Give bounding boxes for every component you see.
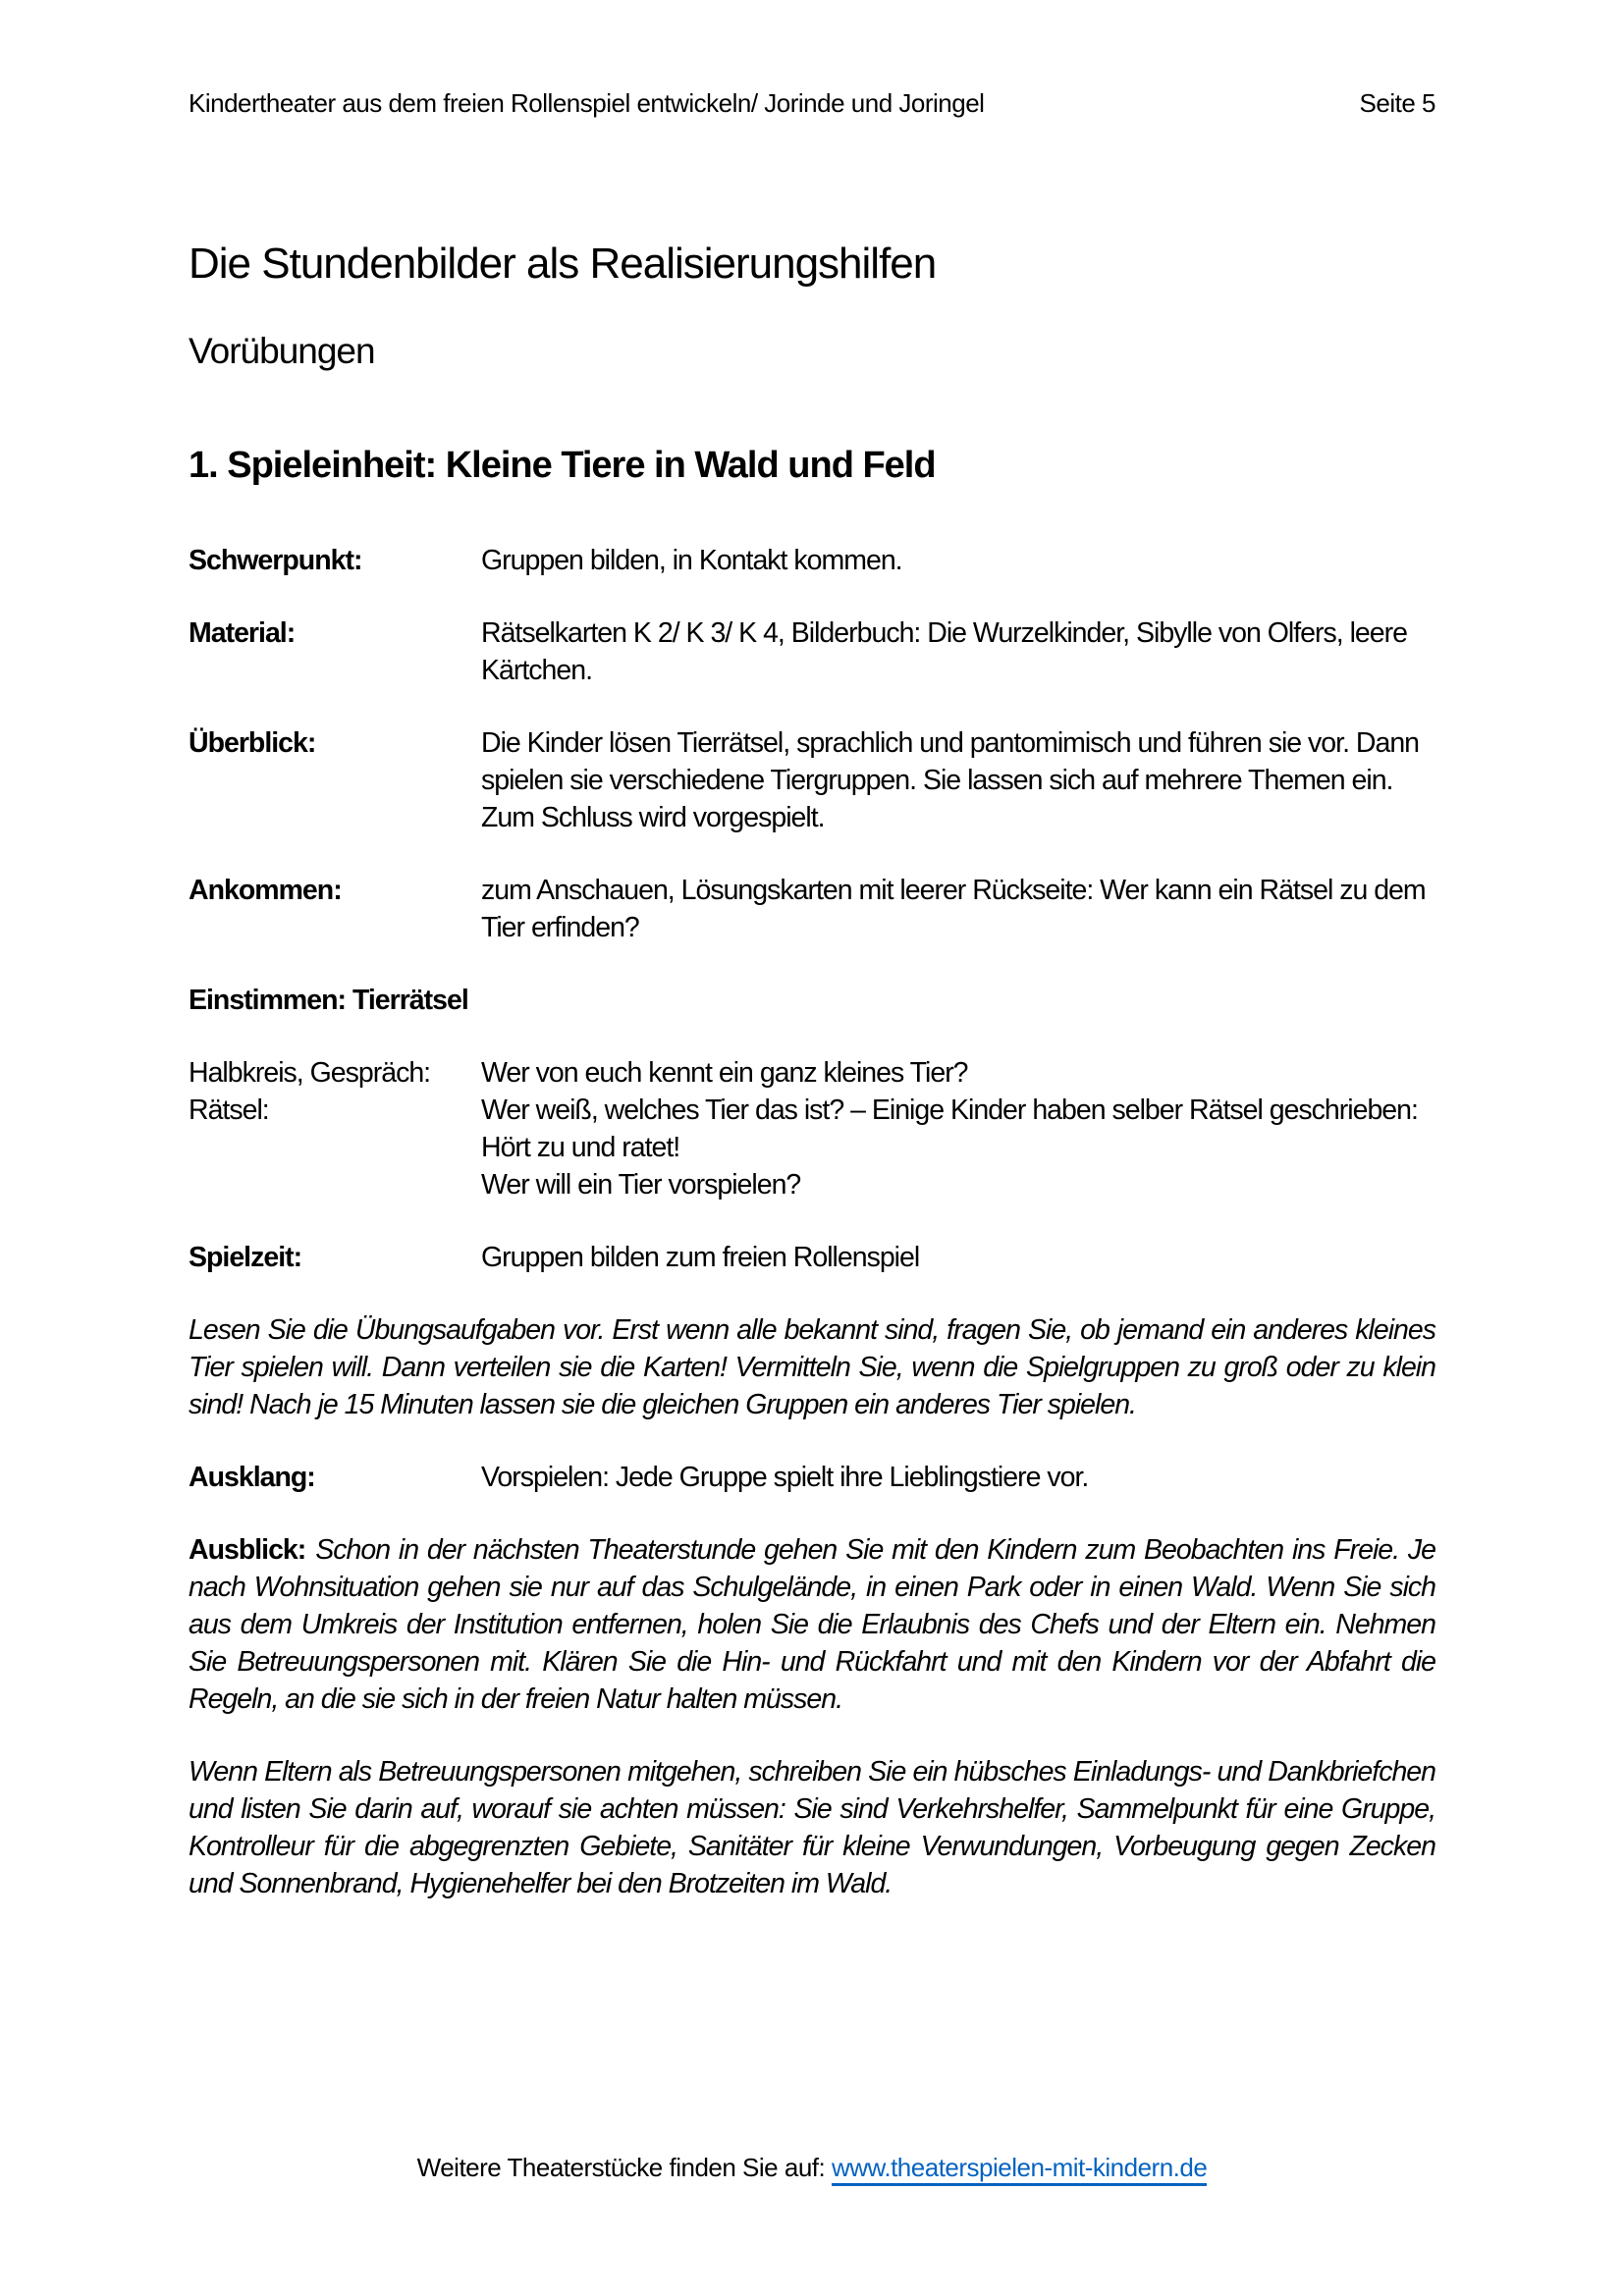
row-spielzeit-label: Spielzeit: xyxy=(189,1242,302,1273)
einstimmen-heading: Einstimmen: Tierrätsel xyxy=(189,985,468,1016)
dialog-lines xyxy=(481,1054,1435,1203)
page-title: Die Stundenbilder als Realisierungshilfen xyxy=(189,240,937,288)
footer-text: Weitere Theaterstücke finden Sie auf: xyxy=(416,2153,826,2182)
header-document-title: Kindertheater aus dem freien Rollenspiel entwickeln/ Jorinde und Joringel xyxy=(189,88,985,118)
row-ankommen-text: zum Anschauen, Lösungskarten mit leerer Rückseite: Wer kann ein Rätsel zu dem Tier erfinden? xyxy=(481,875,1426,943)
dialog-label-halbkreis: Halbkreis, Gespräch: xyxy=(189,1057,431,1089)
section-heading: 1. Spieleinheit: Kleine Tiere in Wald und Feld xyxy=(189,445,936,486)
row-ueberblick-label: Überblick: xyxy=(189,727,316,759)
row-material-label: Material: xyxy=(189,617,296,649)
dialog-line: Wer weiß, welches Tier das ist? – Einige Kinder haben selber Rätsel geschrieben: Hört zu und ratet! xyxy=(481,1095,1418,1163)
page-footer xyxy=(0,2152,1624,2183)
page-content xyxy=(189,0,1435,1938)
dialog-line: Wer will ein Tier vorspielen? xyxy=(481,1169,801,1201)
dialog-block xyxy=(189,1054,1435,1203)
dialog-label-raetsel: Rätsel: xyxy=(189,1095,269,1126)
dialog-line: Wer von euch kennt ein ganz kleines Tier? xyxy=(481,1057,968,1089)
row-ueberblick-text: Die Kinder lösen Tierrätsel, sprachlich und pantomimisch und führen sie vor. Dann spielen sie verschiedene Tiergruppen. Sie lassen sich auf mehrere Themen ein. Zum Schluss wird vorgespielt. xyxy=(481,727,1420,833)
row-ausklang-text: Vorspielen: Jede Gruppe spielt ihre Lieblingstiere vor. xyxy=(481,1462,1089,1493)
row-material-text: Rätselkarten K 2/ K 3/ K 4, Bilderbuch: Die Wurzelkinder, Sibylle von Olfers, leere Kärtchen. xyxy=(481,617,1407,686)
row-ueberblick xyxy=(189,724,1435,836)
row-schwerpunkt xyxy=(189,542,1435,579)
row-ankommen-label: Ankommen: xyxy=(189,875,342,906)
dialog-labels xyxy=(189,1054,481,1203)
row-material xyxy=(189,614,1435,689)
ausblick-label: Ausblick: xyxy=(189,1534,306,1566)
row-ausklang xyxy=(189,1459,1435,1496)
header-page-number: Seite 5 xyxy=(1359,88,1435,118)
row-spielzeit-text: Gruppen bilden zum freien Rollenspiel xyxy=(481,1242,920,1273)
footer-link[interactable]: www.theaterspielen-mit-kindern.de xyxy=(832,2153,1207,2186)
ausblick-text: Schon in der nächsten Theaterstunde gehen Sie mit den Kindern zum Beobachten ins Freie. Je nach Wohnsituation gehen sie nur auf das Schulgelände, in einen Park oder in einen Wald. Wenn Sie sich aus dem Umkreis der Institution entfernen, holen Sie die Erlaubnis des Chefs und der Eltern ein. Nehmen Sie Betreuungspersonen mit. Klären Sie die Hin- und Rückfahrt und mit den Kindern vor der Abfahrt die Regeln, an die sie sich in der freien Natur halten müssen. xyxy=(189,1534,1435,1715)
closing-paragraph: Wenn Eltern als Betreuungspersonen mitgehen, schreiben Sie ein hübsches Einladungs- und Dankbriefchen und listen Sie darin auf, worauf sie achten müssen: Sie sind Verkehrshelfer, Sammelpunkt für eine Gruppe, Kontrolleur für die abgegrenzten Gebiete, Sanitäter für kleine Verwundungen, Vorbeugung gegen Zecken und Sonnenbrand, Hygienehelfer bei den Brotzeiten im Wald. xyxy=(189,1756,1435,1899)
row-spielzeit xyxy=(189,1239,1435,1276)
row-ausklang-label: Ausklang: xyxy=(189,1462,315,1493)
row-schwerpunkt-text: Gruppen bilden, in Kontakt kommen. xyxy=(481,545,902,576)
page-subtitle: Vorübungen xyxy=(189,331,375,371)
row-schwerpunkt-label: Schwerpunkt: xyxy=(189,545,362,576)
row-ankommen xyxy=(189,872,1435,946)
page-header xyxy=(189,0,1435,118)
ausblick-paragraph xyxy=(189,1531,1435,1718)
note-paragraph: Lesen Sie die Übungsaufgaben vor. Erst wenn alle bekannt sind, fragen Sie, ob jemand ein anderes kleines Tier spielen will. Dann verteilen sie die Karten! Vermitteln Sie, wenn die Spielgruppen zu groß oder zu klein sind! Nach je 15 Minuten lassen sie die gleichen Gruppen ein anderes Tier spielen. xyxy=(189,1314,1435,1420)
